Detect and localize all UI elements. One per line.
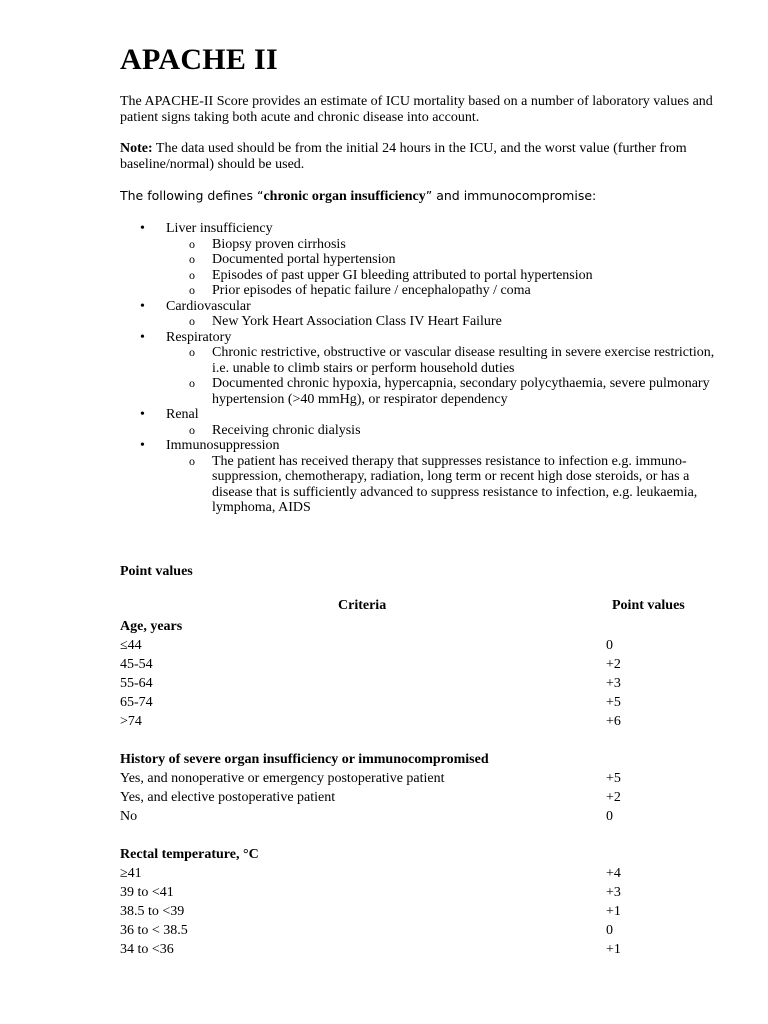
points-cell: 0	[606, 809, 613, 824]
section-title: History of severe organ insufficiency or immunocompromised	[120, 752, 489, 767]
table-row	[120, 902, 730, 921]
table-row	[120, 712, 730, 731]
list-item-label: Liver insufficiency	[166, 221, 273, 236]
points-cell: +5	[606, 695, 621, 710]
list-item	[120, 407, 730, 438]
defines-paragraph	[120, 188, 730, 205]
section-title: Age, years	[120, 619, 183, 634]
criteria-cell: No	[120, 809, 138, 824]
criteria-cell: 65-74	[120, 695, 153, 710]
table-section	[120, 750, 730, 826]
defines-bold: chronic organ insufficiency	[263, 189, 426, 204]
sub-list-item: o Episodes of past upper GI bleeding attributed to portal hypertension	[166, 268, 730, 284]
table-section	[120, 617, 730, 731]
points-cell: +2	[606, 657, 621, 672]
table-row	[120, 769, 730, 788]
point-values-table	[120, 598, 730, 978]
sub-list-item: o Receiving chronic dialysis	[166, 423, 730, 439]
table-row	[120, 788, 730, 807]
table-row	[120, 883, 730, 902]
criteria-cell: 45-54	[120, 657, 153, 672]
sub-list	[166, 237, 730, 299]
list-item-label: Respiratory	[166, 329, 232, 345]
sub-list-item: o Prior episodes of hepatic failure / encephalopathy / coma	[166, 283, 730, 299]
sub-list-item: o Documented portal hypertension	[166, 252, 730, 268]
table-header	[120, 598, 730, 617]
table-row	[120, 655, 730, 674]
criteria-cell: ≥41	[120, 866, 142, 881]
criteria-cell: ≤44	[120, 638, 142, 653]
sub-list	[166, 345, 730, 407]
points-cell: +6	[606, 714, 621, 729]
points-cell: +1	[606, 942, 621, 957]
table-row	[120, 940, 730, 959]
points-cell: +4	[606, 866, 621, 881]
page-title: APACHE II	[120, 43, 278, 76]
criteria-cell: Yes, and nonoperative or emergency postoperative patient	[120, 771, 445, 786]
points-cell: +3	[606, 885, 621, 900]
points-column-header: Point values	[612, 598, 685, 613]
sub-list-item: o Biopsy proven cirrhosis	[166, 237, 730, 253]
table-row	[120, 921, 730, 940]
table-row	[120, 864, 730, 883]
table-section	[120, 845, 730, 959]
points-cell: +5	[606, 771, 621, 786]
criteria-cell: >74	[120, 714, 142, 729]
table-row	[120, 636, 730, 655]
insufficiency-list	[120, 221, 730, 516]
criteria-cell: 34 to <36	[120, 942, 174, 957]
sub-list-item: o Chronic restrictive, obstructive or vascular disease resulting in severe exercise restriction, i.e. unable to climb stairs or perform household duties	[166, 345, 730, 376]
criteria-cell: 55-64	[120, 676, 153, 691]
sub-list-item: o New York Heart Association Class IV Heart Failure	[166, 314, 730, 330]
defines-prefix: The following defines “	[120, 188, 264, 203]
sub-list	[166, 314, 730, 330]
criteria-cell: Yes, and elective postoperative patient	[120, 790, 336, 805]
list-item	[120, 438, 730, 516]
point-values-heading: Point values	[120, 564, 193, 579]
sub-list-item: o Documented chronic hypoxia, hypercapnia, secondary polycythaemia, severe pulmonary hypertension (>40 mmHg), or respirator dependency	[166, 376, 730, 407]
note-text: The data used should be from the initial 24 hours in the ICU, and the worst value (further from baseline/normal) should be used.	[120, 141, 687, 172]
points-cell: 0	[606, 638, 613, 653]
point-values-sections	[120, 617, 730, 959]
note-label: Note:	[120, 141, 153, 156]
note-paragraph	[120, 141, 730, 172]
points-cell: +3	[606, 676, 621, 691]
table-row	[120, 693, 730, 712]
list-item	[120, 221, 730, 299]
criteria-column-header: Criteria	[338, 598, 387, 613]
defines-suffix: ” and immunocompromise:	[425, 188, 597, 203]
criteria-cell: 39 to <41	[120, 885, 174, 900]
table-row	[120, 807, 730, 826]
points-cell: +2	[606, 790, 621, 805]
points-cell: +1	[606, 904, 621, 919]
list-item-label: Cardiovascular	[166, 298, 251, 314]
sub-list	[166, 454, 730, 516]
sub-list	[166, 423, 730, 439]
sub-list-item: o The patient has received therapy that suppresses resistance to infection e.g. immuno-suppression, chemotherapy, radiation, long term or recent high dose steroids, or has a disease that is sufficiently advanced to suppress resistance to infection, e.g. leukaemia, lymphoma, AIDS	[166, 454, 730, 516]
criteria-cell: 38.5 to <39	[120, 904, 185, 919]
points-cell: 0	[606, 923, 613, 938]
list-item-label: Immunosuppression	[166, 438, 280, 453]
intro-paragraph: The APACHE-II Score provides an estimate of ICU mortality based on a number of laboratory values and patient signs taking both acute and chronic disease into account.	[120, 94, 713, 125]
criteria-cell: 36 to < 38.5	[120, 923, 188, 938]
list-item	[120, 330, 730, 408]
table-row	[120, 674, 730, 693]
list-item-label: Renal	[166, 407, 199, 422]
section-title: Rectal temperature, °C	[120, 847, 259, 862]
list-item	[120, 299, 730, 330]
